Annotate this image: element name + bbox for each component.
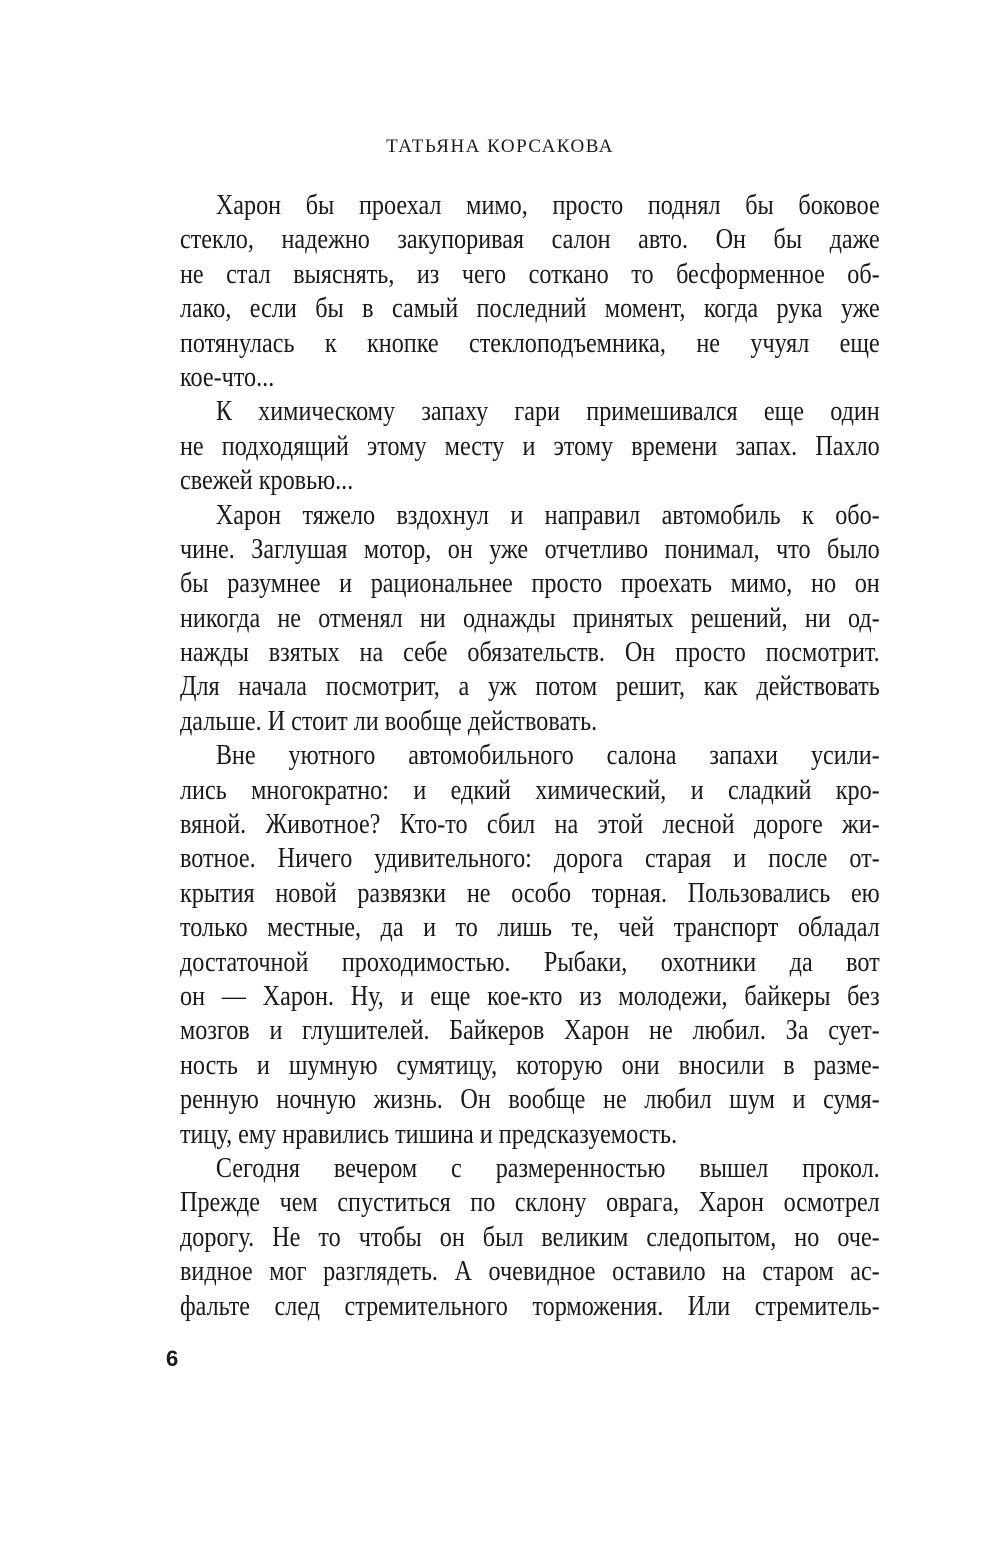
text-line: только местные, да и то лишь те, чей транспорт обладал <box>180 911 880 944</box>
text-line: лись многократно: и едкий химический, и сладкий кро- <box>180 773 880 806</box>
text-line: не стал выяснять, из чего соткано то бесформенное об- <box>180 257 880 290</box>
text-line: Для начала посмотрит, а уж потом решит, как действовать <box>180 670 880 703</box>
body-text <box>180 188 880 1323</box>
text-line: чине. Заглушая мотор, он уже отчетливо понимал, что было <box>180 532 880 565</box>
text-line: крытия новой развязки не особо торная. Пользовались ею <box>180 876 880 909</box>
text-line: Прежде чем спуститься по склону оврага, Харон осмотрел <box>180 1186 880 1219</box>
text-line: ность и шумную сумятицу, которую они вносили в разме- <box>180 1048 880 1081</box>
page-number: 6 <box>166 1346 179 1371</box>
text-line: Харон бы проехал мимо, просто поднял бы боковое <box>215 189 880 221</box>
text-line: стекло, надежно закупоривая салон авто. Он бы даже <box>180 223 880 256</box>
text-line: никогда не отменял ни однажды принятых решений, ни од- <box>180 601 880 634</box>
text-line: Харон тяжело вздохнул и направил автомобиль к обо- <box>215 498 880 531</box>
text-line: свежей кровью... <box>180 464 354 497</box>
text-line: мозгов и глушителей. Байкеров Харон не любил. За сует- <box>180 1014 880 1047</box>
text-line: вяной. Животное? Кто-то сбил на этой лесной дороге жи- <box>180 808 880 841</box>
text-line: он — Харон. Ну, и еще кое-кто из молодежи, байкеры без <box>180 979 880 1012</box>
text-line: нажды взятых на себе обязательств. Он просто посмотрит. <box>180 636 880 669</box>
text-line: К химическому запаху гари примешивался еще один <box>215 395 880 428</box>
text-line: видное мог разглядеть. А очевидное оставило на старом ас- <box>180 1255 880 1288</box>
text-line: дорогу. Не то чтобы он был великим следопытом, но оче- <box>180 1220 880 1253</box>
text-line: Сегодня вечером с размеренностью вышел прокол. <box>215 1151 880 1184</box>
text-line: фальте след стремительного торможения. Или стремитель- <box>180 1289 880 1322</box>
running-header-author: ТАТЬЯНА КОРСАКОВА <box>386 136 614 157</box>
text-line: бы разумнее и рациональнее просто проехать мимо, но он <box>180 567 880 600</box>
text-line: лако, если бы в самый последний момент, когда рука уже <box>180 292 880 325</box>
text-line: ренную ночную жизнь. Он вообще не любил шум и сумя- <box>180 1083 880 1116</box>
text-line: Вне уютного автомобильного салона запахи усили- <box>215 739 880 772</box>
text-line: дальше. И стоит ли вообще действовать. <box>180 704 598 737</box>
text-line: вотное. Ничего удивительного: дорога старая и после от- <box>180 842 880 875</box>
text-line: достаточной проходимостью. Рыбаки, охотники да вот <box>180 945 880 978</box>
text-line: не подходящий этому месту и этому времени запах. Пахло <box>180 429 880 462</box>
text-line: тицу, ему нравились тишина и предсказуемость. <box>180 1117 678 1150</box>
text-line: кое-что... <box>180 360 275 393</box>
text-line: потянулась к кнопке стеклоподъемника, не учуял еще <box>180 326 880 359</box>
